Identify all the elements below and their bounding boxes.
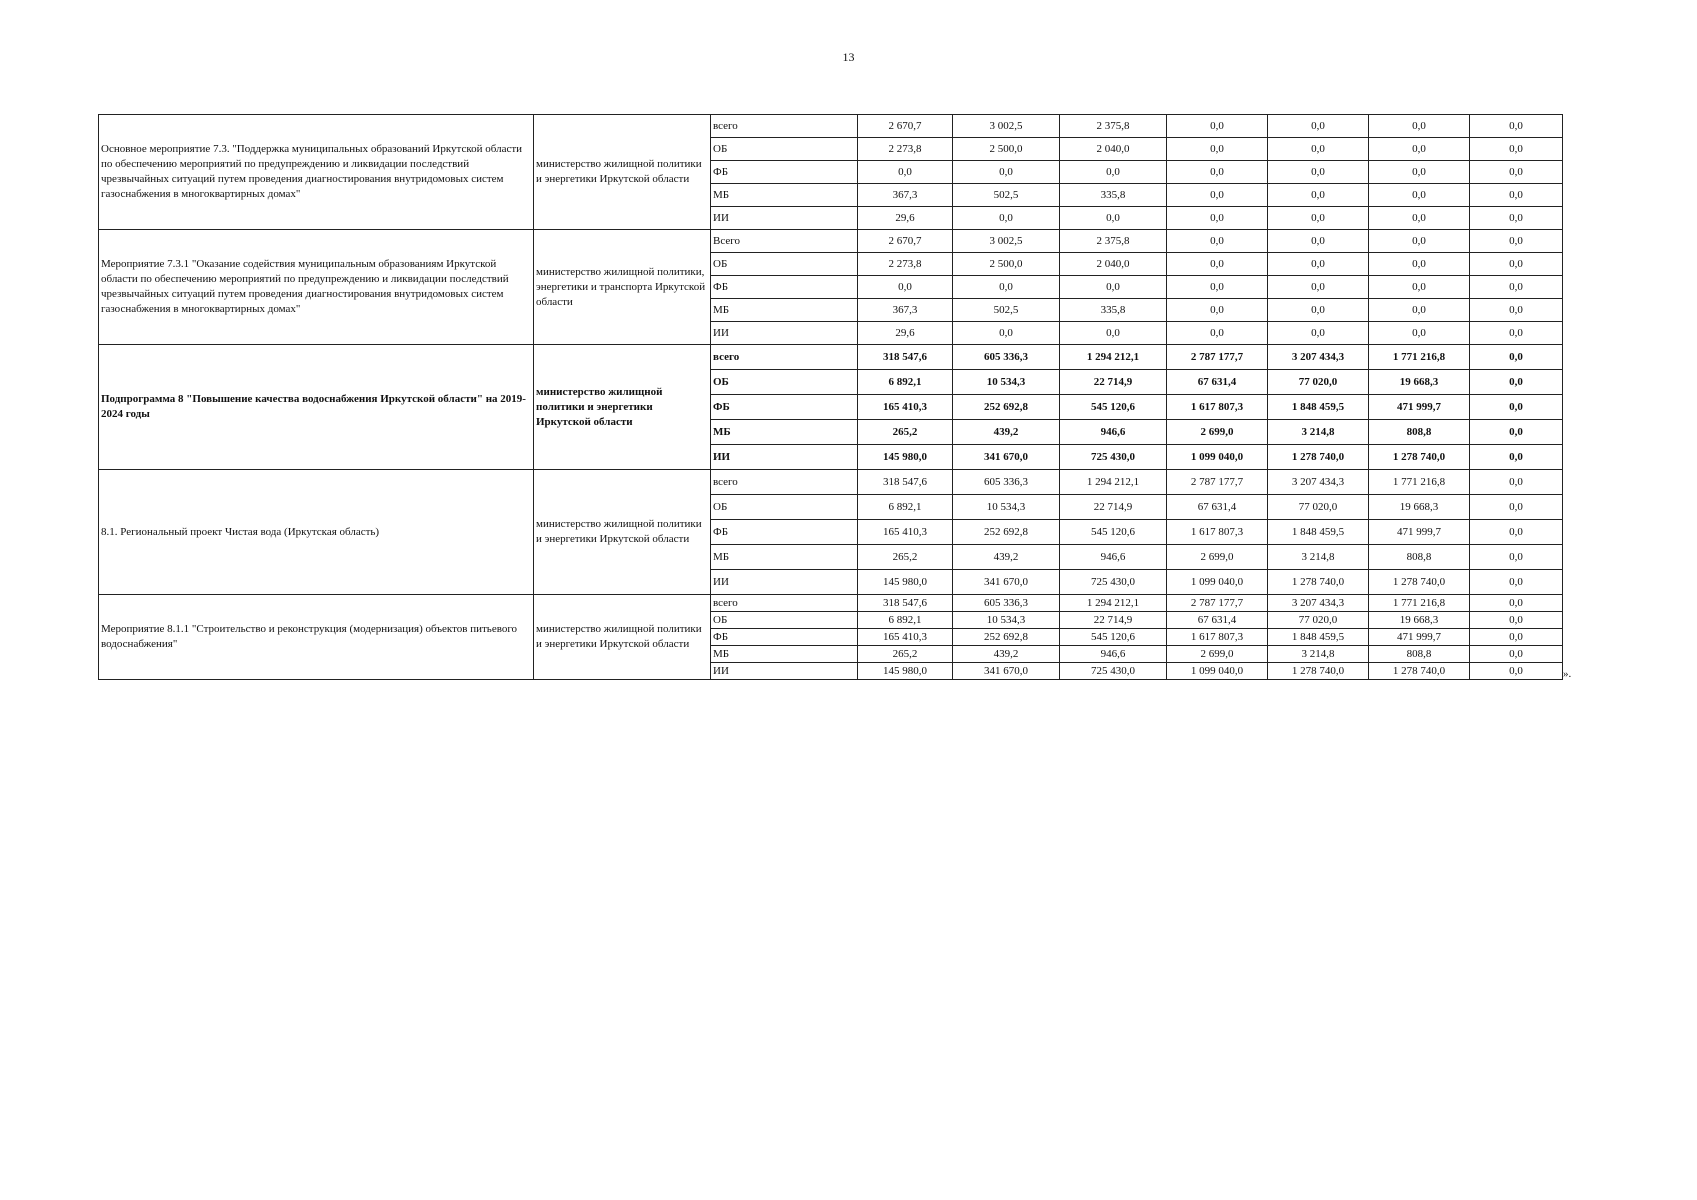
amount-cell: 2 375,8: [1060, 115, 1167, 138]
amount-cell: 1 617 807,3: [1167, 629, 1268, 646]
amount-cell: 545 120,6: [1060, 395, 1167, 420]
amount-cell: 67 631,4: [1167, 495, 1268, 520]
amount-cell: 2 699,0: [1167, 545, 1268, 570]
amount-cell: 0,0: [1470, 395, 1563, 420]
amount-cell: 1 278 740,0: [1369, 663, 1470, 680]
amount-cell: 335,8: [1060, 299, 1167, 322]
funding-source: ФБ: [711, 629, 858, 646]
closing-quote-mark: ».: [1563, 668, 1572, 680]
responsible-executor: министерство жилищной политики и энергетики Иркутской области: [534, 115, 711, 230]
amount-cell: 2 787 177,7: [1167, 595, 1268, 612]
amount-cell: 1 294 212,1: [1060, 595, 1167, 612]
amount-cell: 471 999,7: [1369, 629, 1470, 646]
funding-source: всего: [711, 345, 858, 370]
amount-cell: 2 040,0: [1060, 138, 1167, 161]
amount-cell: 2 273,8: [858, 253, 953, 276]
funding-source: ОБ: [711, 138, 858, 161]
funding-source: МБ: [711, 420, 858, 445]
amount-cell: 0,0: [953, 161, 1060, 184]
amount-cell: 545 120,6: [1060, 629, 1167, 646]
funding-source: МБ: [711, 646, 858, 663]
amount-cell: 10 534,3: [953, 495, 1060, 520]
amount-cell: 439,2: [953, 420, 1060, 445]
amount-cell: 605 336,3: [953, 595, 1060, 612]
amount-cell: 318 547,6: [858, 470, 953, 495]
amount-cell: 946,6: [1060, 420, 1167, 445]
table-row: [99, 595, 1563, 612]
amount-cell: 3 002,5: [953, 230, 1060, 253]
amount-cell: 0,0: [1060, 322, 1167, 345]
responsible-executor: министерство жилищной политики и энергетики Иркутской области: [534, 345, 711, 470]
measure-description: Подпрограмма 8 "Повышение качества водоснабжения Иркутской области" на 2019-2024 годы: [99, 345, 534, 470]
amount-cell: 946,6: [1060, 545, 1167, 570]
amount-cell: 1 278 740,0: [1268, 445, 1369, 470]
amount-cell: 0,0: [1470, 445, 1563, 470]
amount-cell: 367,3: [858, 184, 953, 207]
amount-cell: 0,0: [953, 276, 1060, 299]
amount-cell: 165 410,3: [858, 520, 953, 545]
amount-cell: 439,2: [953, 545, 1060, 570]
funding-source: ОБ: [711, 612, 858, 629]
amount-cell: 0,0: [1470, 345, 1563, 370]
funding-source: ИИ: [711, 445, 858, 470]
amount-cell: 10 534,3: [953, 612, 1060, 629]
amount-cell: 0,0: [1268, 299, 1369, 322]
amount-cell: 0,0: [1268, 253, 1369, 276]
amount-cell: 341 670,0: [953, 445, 1060, 470]
responsible-executor: министерство жилищной политики и энергетики Иркутской области: [534, 595, 711, 680]
amount-cell: 252 692,8: [953, 520, 1060, 545]
budget-table: [98, 114, 1563, 680]
amount-cell: 0,0: [1060, 161, 1167, 184]
amount-cell: 145 980,0: [858, 663, 953, 680]
table-row: [99, 115, 1563, 138]
amount-cell: 145 980,0: [858, 570, 953, 595]
amount-cell: 341 670,0: [953, 663, 1060, 680]
amount-cell: 0,0: [1167, 299, 1268, 322]
amount-cell: 1 278 740,0: [1369, 445, 1470, 470]
amount-cell: 3 002,5: [953, 115, 1060, 138]
amount-cell: 0,0: [1369, 299, 1470, 322]
amount-cell: 3 214,8: [1268, 420, 1369, 445]
amount-cell: 0,0: [1369, 161, 1470, 184]
amount-cell: 1 099 040,0: [1167, 445, 1268, 470]
amount-cell: 6 892,1: [858, 370, 953, 395]
table-row: [99, 470, 1563, 495]
amount-cell: 808,8: [1369, 545, 1470, 570]
measure-description: Мероприятие 7.3.1 "Оказание содействия муниципальным образованиям Иркутской области по обеспечению мероприятий по предупреждению и ликвидации последствий чрезвычайных ситуаций путем проведения диагностирования внутридомовых систем газоснабжения в многоквартирных домах": [99, 230, 534, 345]
amount-cell: 341 670,0: [953, 570, 1060, 595]
amount-cell: 808,8: [1369, 420, 1470, 445]
funding-source: ИИ: [711, 207, 858, 230]
amount-cell: 265,2: [858, 646, 953, 663]
amount-cell: 0,0: [1268, 322, 1369, 345]
amount-cell: 0,0: [1167, 161, 1268, 184]
amount-cell: 725 430,0: [1060, 663, 1167, 680]
amount-cell: 1 848 459,5: [1268, 629, 1369, 646]
amount-cell: 165 410,3: [858, 395, 953, 420]
amount-cell: 0,0: [1167, 184, 1268, 207]
amount-cell: 0,0: [1167, 276, 1268, 299]
amount-cell: 2 699,0: [1167, 646, 1268, 663]
amount-cell: 2 273,8: [858, 138, 953, 161]
amount-cell: 0,0: [1470, 545, 1563, 570]
page-number: 13: [842, 50, 855, 64]
amount-cell: 67 631,4: [1167, 612, 1268, 629]
measure-description: Мероприятие 8.1.1 "Строительство и реконструкция (модернизация) объектов питьевого водоснабжения": [99, 595, 534, 680]
amount-cell: 0,0: [1470, 370, 1563, 395]
amount-cell: 6 892,1: [858, 612, 953, 629]
funding-source: МБ: [711, 299, 858, 322]
funding-source: ИИ: [711, 322, 858, 345]
funding-source: всего: [711, 595, 858, 612]
amount-cell: 2 699,0: [1167, 420, 1268, 445]
amount-cell: 2 787 177,7: [1167, 470, 1268, 495]
amount-cell: 545 120,6: [1060, 520, 1167, 545]
amount-cell: 1 294 212,1: [1060, 470, 1167, 495]
amount-cell: 2 040,0: [1060, 253, 1167, 276]
amount-cell: 0,0: [1470, 115, 1563, 138]
amount-cell: 1 617 807,3: [1167, 520, 1268, 545]
amount-cell: 1 848 459,5: [1268, 520, 1369, 545]
funding-source: ИИ: [711, 570, 858, 595]
amount-cell: 265,2: [858, 545, 953, 570]
amount-cell: 1 771 216,8: [1369, 470, 1470, 495]
responsible-executor: министерство жилищной политики и энергетики Иркутской области: [534, 470, 711, 595]
amount-cell: 1 278 740,0: [1268, 663, 1369, 680]
amount-cell: 22 714,9: [1060, 495, 1167, 520]
amount-cell: 0,0: [1369, 138, 1470, 161]
funding-source: ОБ: [711, 495, 858, 520]
amount-cell: 3 214,8: [1268, 646, 1369, 663]
amount-cell: 808,8: [1369, 646, 1470, 663]
amount-cell: 0,0: [1167, 253, 1268, 276]
amount-cell: 2 500,0: [953, 253, 1060, 276]
amount-cell: 265,2: [858, 420, 953, 445]
amount-cell: 0,0: [1470, 276, 1563, 299]
amount-cell: 0,0: [1470, 138, 1563, 161]
amount-cell: 252 692,8: [953, 629, 1060, 646]
amount-cell: 605 336,3: [953, 470, 1060, 495]
amount-cell: 2 375,8: [1060, 230, 1167, 253]
amount-cell: 0,0: [1470, 230, 1563, 253]
funding-source: ОБ: [711, 253, 858, 276]
amount-cell: 3 207 434,3: [1268, 345, 1369, 370]
amount-cell: 439,2: [953, 646, 1060, 663]
funding-source: МБ: [711, 184, 858, 207]
amount-cell: 2 787 177,7: [1167, 345, 1268, 370]
amount-cell: 0,0: [1268, 161, 1369, 184]
amount-cell: 77 020,0: [1268, 370, 1369, 395]
amount-cell: 22 714,9: [1060, 370, 1167, 395]
funding-source: ФБ: [711, 161, 858, 184]
amount-cell: 2 670,7: [858, 230, 953, 253]
amount-cell: 0,0: [1470, 663, 1563, 680]
amount-cell: 0,0: [1470, 184, 1563, 207]
amount-cell: 0,0: [953, 322, 1060, 345]
amount-cell: 0,0: [1268, 276, 1369, 299]
amount-cell: 1 278 740,0: [1369, 570, 1470, 595]
amount-cell: 3 207 434,3: [1268, 595, 1369, 612]
amount-cell: 318 547,6: [858, 595, 953, 612]
amount-cell: 0,0: [1470, 299, 1563, 322]
amount-cell: 1 617 807,3: [1167, 395, 1268, 420]
table-row: [99, 230, 1563, 253]
funding-source: Всего: [711, 230, 858, 253]
amount-cell: 471 999,7: [1369, 520, 1470, 545]
funding-source: всего: [711, 470, 858, 495]
amount-cell: 1 099 040,0: [1167, 663, 1268, 680]
amount-cell: 1 294 212,1: [1060, 345, 1167, 370]
amount-cell: 67 631,4: [1167, 370, 1268, 395]
amount-cell: 0,0: [1369, 115, 1470, 138]
amount-cell: 0,0: [1268, 138, 1369, 161]
amount-cell: 3 214,8: [1268, 545, 1369, 570]
amount-cell: 0,0: [1369, 230, 1470, 253]
amount-cell: 0,0: [1470, 420, 1563, 445]
funding-source: ФБ: [711, 395, 858, 420]
amount-cell: 252 692,8: [953, 395, 1060, 420]
amount-cell: 725 430,0: [1060, 445, 1167, 470]
amount-cell: 0,0: [1369, 322, 1470, 345]
amount-cell: 0,0: [1369, 207, 1470, 230]
funding-source: ОБ: [711, 370, 858, 395]
amount-cell: 0,0: [858, 276, 953, 299]
amount-cell: 29,6: [858, 322, 953, 345]
amount-cell: 0,0: [1060, 276, 1167, 299]
measure-description: 8.1. Региональный проект Чистая вода (Иркутская область): [99, 470, 534, 595]
amount-cell: 318 547,6: [858, 345, 953, 370]
funding-source: ФБ: [711, 520, 858, 545]
amount-cell: 0,0: [1470, 646, 1563, 663]
amount-cell: 0,0: [1470, 595, 1563, 612]
amount-cell: 0,0: [1268, 230, 1369, 253]
amount-cell: 725 430,0: [1060, 570, 1167, 595]
amount-cell: 946,6: [1060, 646, 1167, 663]
amount-cell: 165 410,3: [858, 629, 953, 646]
amount-cell: 22 714,9: [1060, 612, 1167, 629]
amount-cell: 0,0: [1268, 184, 1369, 207]
amount-cell: 0,0: [1369, 184, 1470, 207]
amount-cell: 502,5: [953, 299, 1060, 322]
amount-cell: 29,6: [858, 207, 953, 230]
amount-cell: 0,0: [1470, 570, 1563, 595]
amount-cell: 471 999,7: [1369, 395, 1470, 420]
amount-cell: 1 278 740,0: [1268, 570, 1369, 595]
amount-cell: 3 207 434,3: [1268, 470, 1369, 495]
funding-source: всего: [711, 115, 858, 138]
amount-cell: 0,0: [1470, 322, 1563, 345]
amount-cell: 0,0: [1167, 322, 1268, 345]
amount-cell: 0,0: [1060, 207, 1167, 230]
amount-cell: 1 771 216,8: [1369, 595, 1470, 612]
amount-cell: 1 099 040,0: [1167, 570, 1268, 595]
funding-source: ФБ: [711, 276, 858, 299]
amount-cell: 10 534,3: [953, 370, 1060, 395]
amount-cell: 19 668,3: [1369, 612, 1470, 629]
amount-cell: 0,0: [1268, 207, 1369, 230]
amount-cell: 605 336,3: [953, 345, 1060, 370]
amount-cell: 0,0: [1167, 138, 1268, 161]
amount-cell: 1 848 459,5: [1268, 395, 1369, 420]
funding-source: ИИ: [711, 663, 858, 680]
amount-cell: 0,0: [1470, 470, 1563, 495]
amount-cell: 2 500,0: [953, 138, 1060, 161]
amount-cell: 2 670,7: [858, 115, 953, 138]
amount-cell: 0,0: [1470, 495, 1563, 520]
amount-cell: 0,0: [1470, 612, 1563, 629]
amount-cell: 1 771 216,8: [1369, 345, 1470, 370]
amount-cell: 19 668,3: [1369, 495, 1470, 520]
responsible-executor: министерство жилищной политики, энергетики и транспорта Иркутской области: [534, 230, 711, 345]
table-row: [99, 345, 1563, 370]
amount-cell: 0,0: [1470, 629, 1563, 646]
amount-cell: 335,8: [1060, 184, 1167, 207]
amount-cell: 367,3: [858, 299, 953, 322]
table-body: [99, 115, 1563, 680]
amount-cell: 0,0: [1470, 253, 1563, 276]
funding-source: МБ: [711, 545, 858, 570]
amount-cell: 77 020,0: [1268, 495, 1369, 520]
amount-cell: 0,0: [953, 207, 1060, 230]
measure-description: Основное мероприятие 7.3. "Поддержка муниципальных образований Иркутской области по обеспечению мероприятий по предупреждению и ликвидации последствий чрезвычайных ситуаций путем проведения диагностирования внутридомовых систем газоснабжения в многоквартирных домах": [99, 115, 534, 230]
amount-cell: 0,0: [1167, 230, 1268, 253]
amount-cell: 0,0: [1470, 520, 1563, 545]
amount-cell: 0,0: [1369, 253, 1470, 276]
amount-cell: 0,0: [1167, 115, 1268, 138]
amount-cell: 0,0: [1268, 115, 1369, 138]
amount-cell: 0,0: [1470, 161, 1563, 184]
amount-cell: 19 668,3: [1369, 370, 1470, 395]
amount-cell: 0,0: [1369, 276, 1470, 299]
amount-cell: 0,0: [1470, 207, 1563, 230]
amount-cell: 502,5: [953, 184, 1060, 207]
amount-cell: 145 980,0: [858, 445, 953, 470]
amount-cell: 0,0: [858, 161, 953, 184]
amount-cell: 0,0: [1167, 207, 1268, 230]
amount-cell: 6 892,1: [858, 495, 953, 520]
amount-cell: 77 020,0: [1268, 612, 1369, 629]
